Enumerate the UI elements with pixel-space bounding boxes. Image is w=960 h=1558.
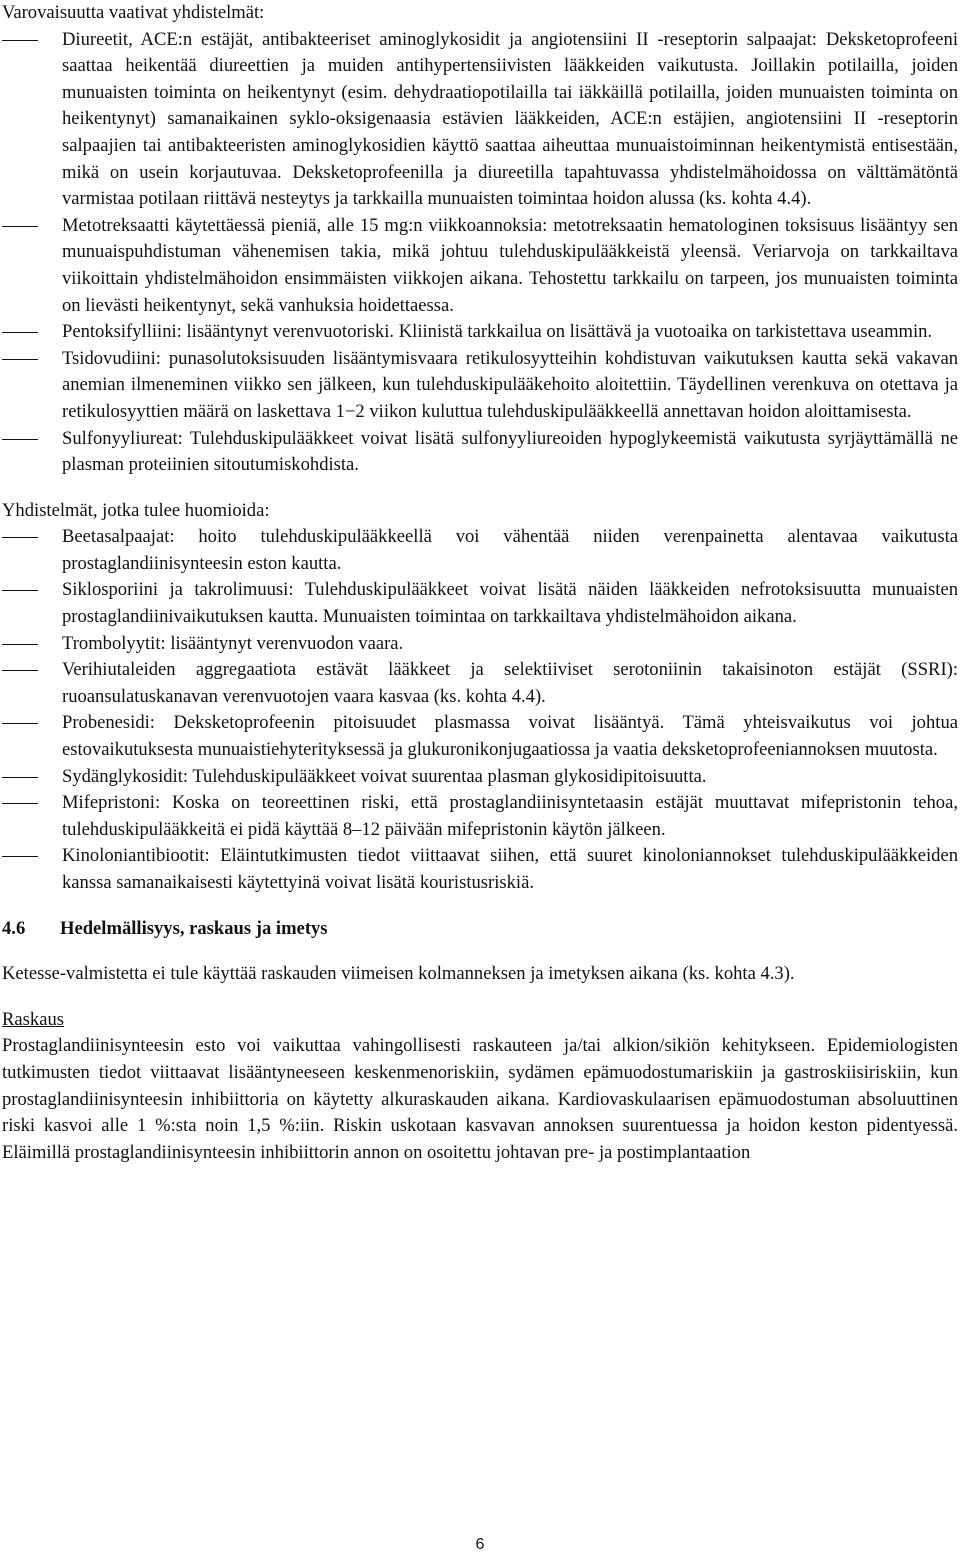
consider-list (2, 524, 958, 896)
dash-bullet (2, 803, 38, 804)
pregnancy-heading: Raskaus (2, 1008, 64, 1030)
consider-heading: Yhdistelmät, jotka tulee huomioida: (2, 499, 270, 521)
list-item-text: Sulfonyyliureat: Tulehduskipulääkkeet voivat lisätä sulfonyyliureoiden hypoglykeemistä vaikutusta syrjäyttämällä ne plasman proteiinien sitoutumiskohdista. (62, 427, 958, 476)
dash-bullet (2, 537, 38, 538)
list-item (2, 790, 958, 843)
list-item-text: Siklosporiini ja takrolimuusi: Tulehduskipulääkkeet voivat lisätä näiden lääkkeiden nefrotoksisuutta munuaisten prostaglandiinivaikutuksen kautta. Munuaisten toimintaa on tarkkailtava yhdistelmähoidon aikana. (62, 579, 958, 628)
dash-bullet (2, 670, 38, 671)
dash-bullet (2, 332, 38, 333)
list-item (2, 319, 958, 346)
caution-heading: Varovaisuutta vaativat yhdistelmät: (2, 2, 265, 23)
pregnancy-paragraph: Prostaglandiinisynteesin esto voi vaikuttaa vahingollisesti raskauteen ja/tai alkion/sikiön kehitykseen. Epidemiologisten tutkimusten tiedot viittaavat lisääntyneeseen keskenmenoriskiin, sydämen epämuodostumariskiin ja gastroskiisiriskiin, kun prostaglandiinisynteesin inhibiittoria on käytetty alkuraskauden aikana. Kardiovaskulaarisen epämuodostuman absoluuttinen riski kasvoi alle 1 %:sta noin 1,5 %:iin. Riskin uskotaan kasvavan annoksen suurentuessa ja hoidon keston pidentyessä. Eläimillä prostaglandiinisynteesin inhibiittorin annon on osoitettu johtavan pre- ja postimplantaation (2, 1035, 958, 1163)
section-intro: Ketesse-valmistetta ei tule käyttää raskauden viimeisen kolmanneksen ja imetyksen aikana (ks. kohta 4.3). (2, 963, 795, 985)
dash-bullet (2, 723, 38, 724)
page-number: 6 (475, 1536, 485, 1553)
list-item-text: Beetasalpaajat: hoito tulehduskipulääkkeellä voi vähentää niiden verenpainetta alentavaa vaikutusta prostaglandiinisynteesin eston kautta. (62, 526, 958, 574)
list-item (2, 346, 958, 426)
section-heading (2, 916, 958, 943)
list-item-text: Mifepristoni: Koska on teoreettinen riski, että prostaglandiinisyntetaasin estäjät muuttavat mifepristonin tehoa, tulehduskipulääkkeitä ei pidä käyttää 8–12 päivään mifepristonin käytön jälkeen. (62, 792, 958, 840)
section-title: Hedelmällisyys, raskaus ja imetys (60, 917, 328, 939)
dash-bullet (2, 40, 38, 41)
list-item (2, 657, 958, 710)
list-item-text: Verihiutaleiden aggregaatiota estävät lääkkeet ja selektiiviset serotoniinin takaisinoton estäjät (SSRI): ruoansulatuskanavan verenvuotojen vaara kasvaa (ks. kohta 4.4). (62, 659, 958, 707)
list-item-text: Diureetit, ACE:n estäjät, antibakteeriset aminoglykosidit ja angiotensiini II -reseptorin salpaajat: Deksketoprofeeni saattaa heikentää diureettien ja muiden antihypertensiivisten lääkkeiden vaikutusta. Joillakin potilailla, joiden munuaisten toiminta on heikentynyt (esim. dehydraatiopotilailla tai iäkkäillä potilailla, joiden munuaisten toiminta on heikentynyt) samanaikainen syklo-oksigenaasia estävien lääkkeiden, ACE:n estäjien, angiotensiini II -reseptorin salpaajien tai antibakteeristen aminoglykosidien käyttö saattaa aiheuttaa munuaistoiminnan heikentymistä entisestään, mikä on usein korjautuvaa. Deksketoprofeenilla ja diureetilla tapahtuvassa yhdistelmähoidossa on välttämätöntä varmistaa potilaan riittävä nesteytys ja tarkkailla munuaisten toimintaa hoidon alussa (ks. kohta 4.4). (62, 28, 958, 210)
dash-bullet (2, 590, 38, 591)
caution-list (2, 27, 958, 479)
list-item (2, 27, 958, 213)
dash-bullet (2, 856, 38, 857)
list-item (2, 213, 958, 319)
list-item-text: Kinoloniantibiootit: Eläintutkimusten tiedot viittaavat siihen, että suuret kinoloniannokset tulehduskipulääkkeiden kanssa samanaikaisesti käytettyinä voivat lisätä kouristusriskiä. (62, 845, 958, 893)
dash-bullet (2, 226, 38, 227)
dash-bullet (2, 777, 38, 778)
list-item-text: Sydänglykosidit: Tulehduskipulääkkeet voivat suurentaa plasman glykosidipitoisuutta. (62, 765, 707, 787)
list-item (2, 710, 958, 763)
list-item (2, 764, 958, 791)
section-number: 4.6 (2, 917, 26, 939)
dash-bullet (2, 439, 38, 440)
list-item (2, 843, 958, 896)
list-item-text: Trombolyytit: lisääntynyt verenvuodon vaara. (62, 632, 404, 654)
dash-bullet (2, 644, 38, 645)
dash-bullet (2, 359, 38, 360)
list-item (2, 524, 958, 577)
list-item-text: Tsidovudiini: punasolutoksisuuden lisääntymisvaara retikulosyytteihin kohdistuvan vaikutuksen kautta sekä vakavan anemian ilmeneminen viikko sen jälkeen, kun tulehduskipulääkehoito aloitettiin. Täydellinen verenkuva on otettava ja retikulosyyttien määrä on laskettava 1−2 viikon kuluttua tulehduskipulääkkeellä annettavan hoidon aloittamisesta. (62, 347, 958, 422)
list-item-text: Metotreksaatti käytettäessä pieniä, alle 15 mg:n viikkoannoksia: metotreksaatin hematologinen toksisuus lisääntyy sen munuaispuhdistuman vähenemisen takia, mikä johtuu tulehduskipulääkkeistä yleensä. Veriarvoja on tarkkailtava viikoittain yhdistelmähoidon ensimmäisten viikkojen aikana. Tehostettu tarkkailu on tarpeen, jos munuaisten toiminta on lievästi heikentynyt, sekä vanhuksia hoidettaessa. (62, 214, 958, 316)
list-item-text: Pentoksifylliini: lisääntynyt verenvuotoriski. Kliinistä tarkkailua on lisättävä ja vuotoaika on tarkistettava useammin. (62, 321, 933, 343)
list-item (2, 577, 958, 630)
list-item (2, 631, 958, 658)
list-item-text: Probenesidi: Deksketoprofeenin pitoisuudet plasmassa voivat lisääntyä. Tämä yhteisvaikutus voi johtua estovaikutuksesta munuaistiehyterityksessä ja glukuronikonjugaatiossa ja vaatia deksketoprofeeniannoksen muutosta. (62, 712, 958, 761)
list-item (2, 426, 958, 479)
